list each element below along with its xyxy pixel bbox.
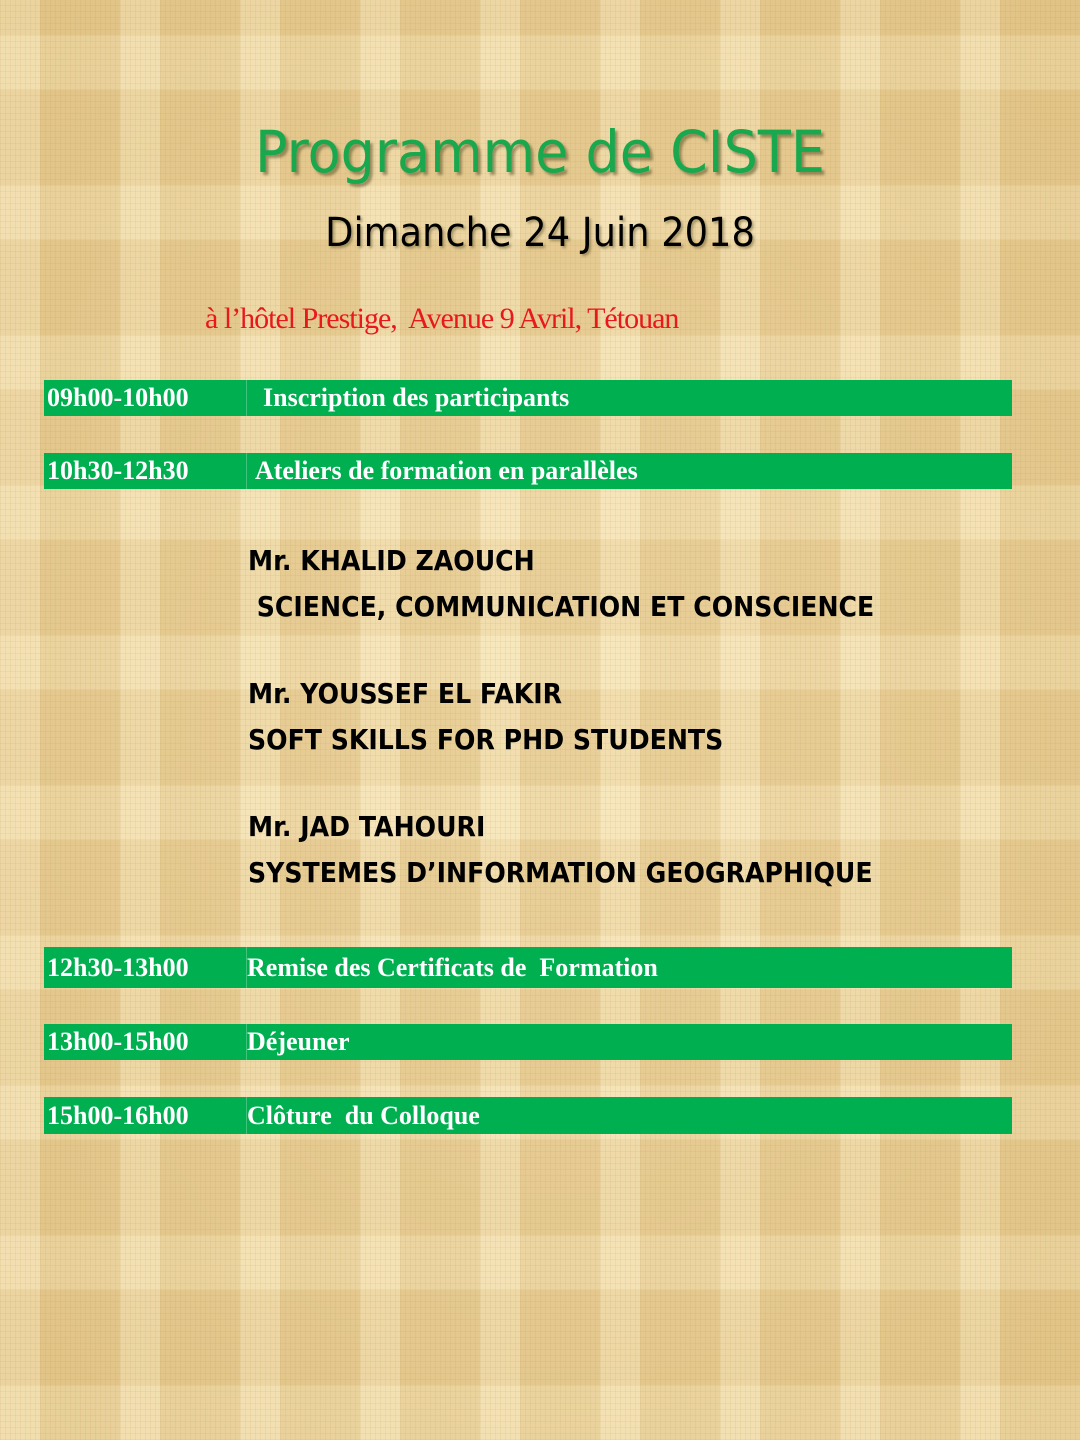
schedule-time: 12h30-13h00: [44, 947, 247, 988]
workshop-topic: SYSTEMES D’INFORMATION GEOGRAPHIQUE: [248, 856, 873, 889]
event-venue: à l’hôtel Prestige, Avenue 9 Avril, Tétouan: [205, 302, 679, 335]
workshop-speaker: Mr. YOUSSEF EL FAKIR: [248, 677, 563, 710]
schedule-label: Inscription des participants: [263, 383, 570, 412]
schedule-row: [44, 380, 1012, 416]
schedule-row: [44, 453, 1012, 489]
workshop-item: [248, 671, 944, 763]
workshop-speaker: Mr. KHALID ZAOUCH: [248, 544, 535, 577]
event-date: Dimanche 24 Juin 2018: [325, 210, 755, 256]
schedule-time: 10h30-12h30: [44, 453, 247, 489]
workshop-item: [248, 538, 944, 630]
schedule-label: Déjeuner: [247, 1027, 350, 1056]
schedule-time: 15h00-16h00: [44, 1097, 247, 1134]
workshop-item: [248, 804, 944, 896]
schedule-time: 09h00-10h00: [44, 380, 247, 416]
schedule-row: [44, 1024, 1012, 1060]
schedule-time: 13h00-15h00: [44, 1024, 247, 1060]
workshop-topic: SCIENCE, COMMUNICATION ET CONSCIENCE: [248, 590, 875, 623]
schedule-row: [44, 1097, 1012, 1134]
workshop-topic: SOFT SKILLS FOR PHD STUDENTS: [248, 723, 724, 756]
schedule-label: Ateliers de formation en parallèles: [255, 456, 638, 485]
workshop-speaker: Mr. JAD TAHOURI: [248, 810, 486, 843]
schedule-label: Clôture du Colloque: [247, 1100, 480, 1130]
schedule-label: Remise des Certificats de Formation: [247, 952, 658, 982]
schedule-row: [44, 947, 1012, 988]
page-title: Programme de CISTE: [255, 118, 825, 186]
workshop-list: [248, 538, 944, 937]
